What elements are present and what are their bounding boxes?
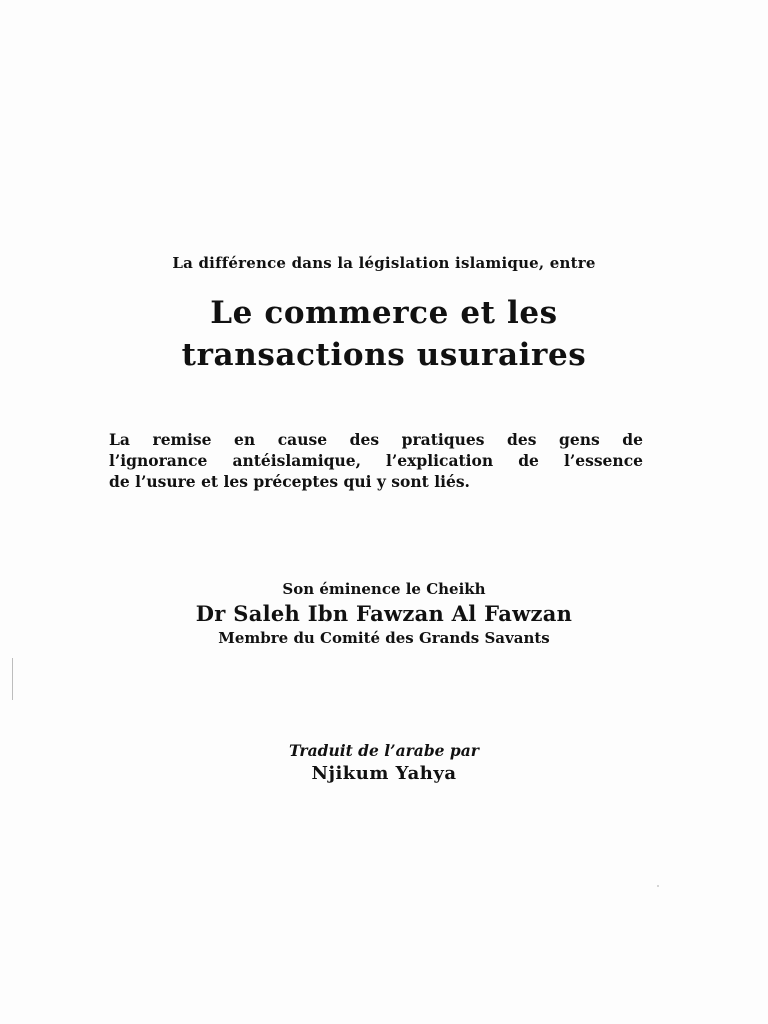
author-role: Membre du Comité des Grands Savants [218, 629, 550, 647]
description-line-2: l’ignorance antéislamique, l’explication de l’essence [109, 451, 643, 470]
translator-name: Njikum Yahya [311, 763, 457, 784]
translated-by-label: Traduit de l’arabe par [289, 741, 479, 760]
author-name: Dr Saleh Ibn Fawzan Al Fawzan [195, 601, 573, 626]
description-line-1: La remise en cause des pratiques des gens de [109, 430, 643, 449]
scan-artifact-dot [657, 885, 659, 887]
author-intro: Son éminence le Cheikh [282, 580, 486, 598]
description [109, 429, 643, 492]
main-title-line-2: transactions usuraires [181, 337, 587, 373]
subtitle-top: La différence dans la législation islamique, entre [172, 254, 596, 272]
scan-artifact-line [12, 658, 13, 700]
main-title [0, 292, 768, 376]
main-title-line-1: Le commerce et les [210, 295, 558, 331]
description-line-3: de l’usure et les préceptes qui y sont liés. [109, 472, 470, 491]
